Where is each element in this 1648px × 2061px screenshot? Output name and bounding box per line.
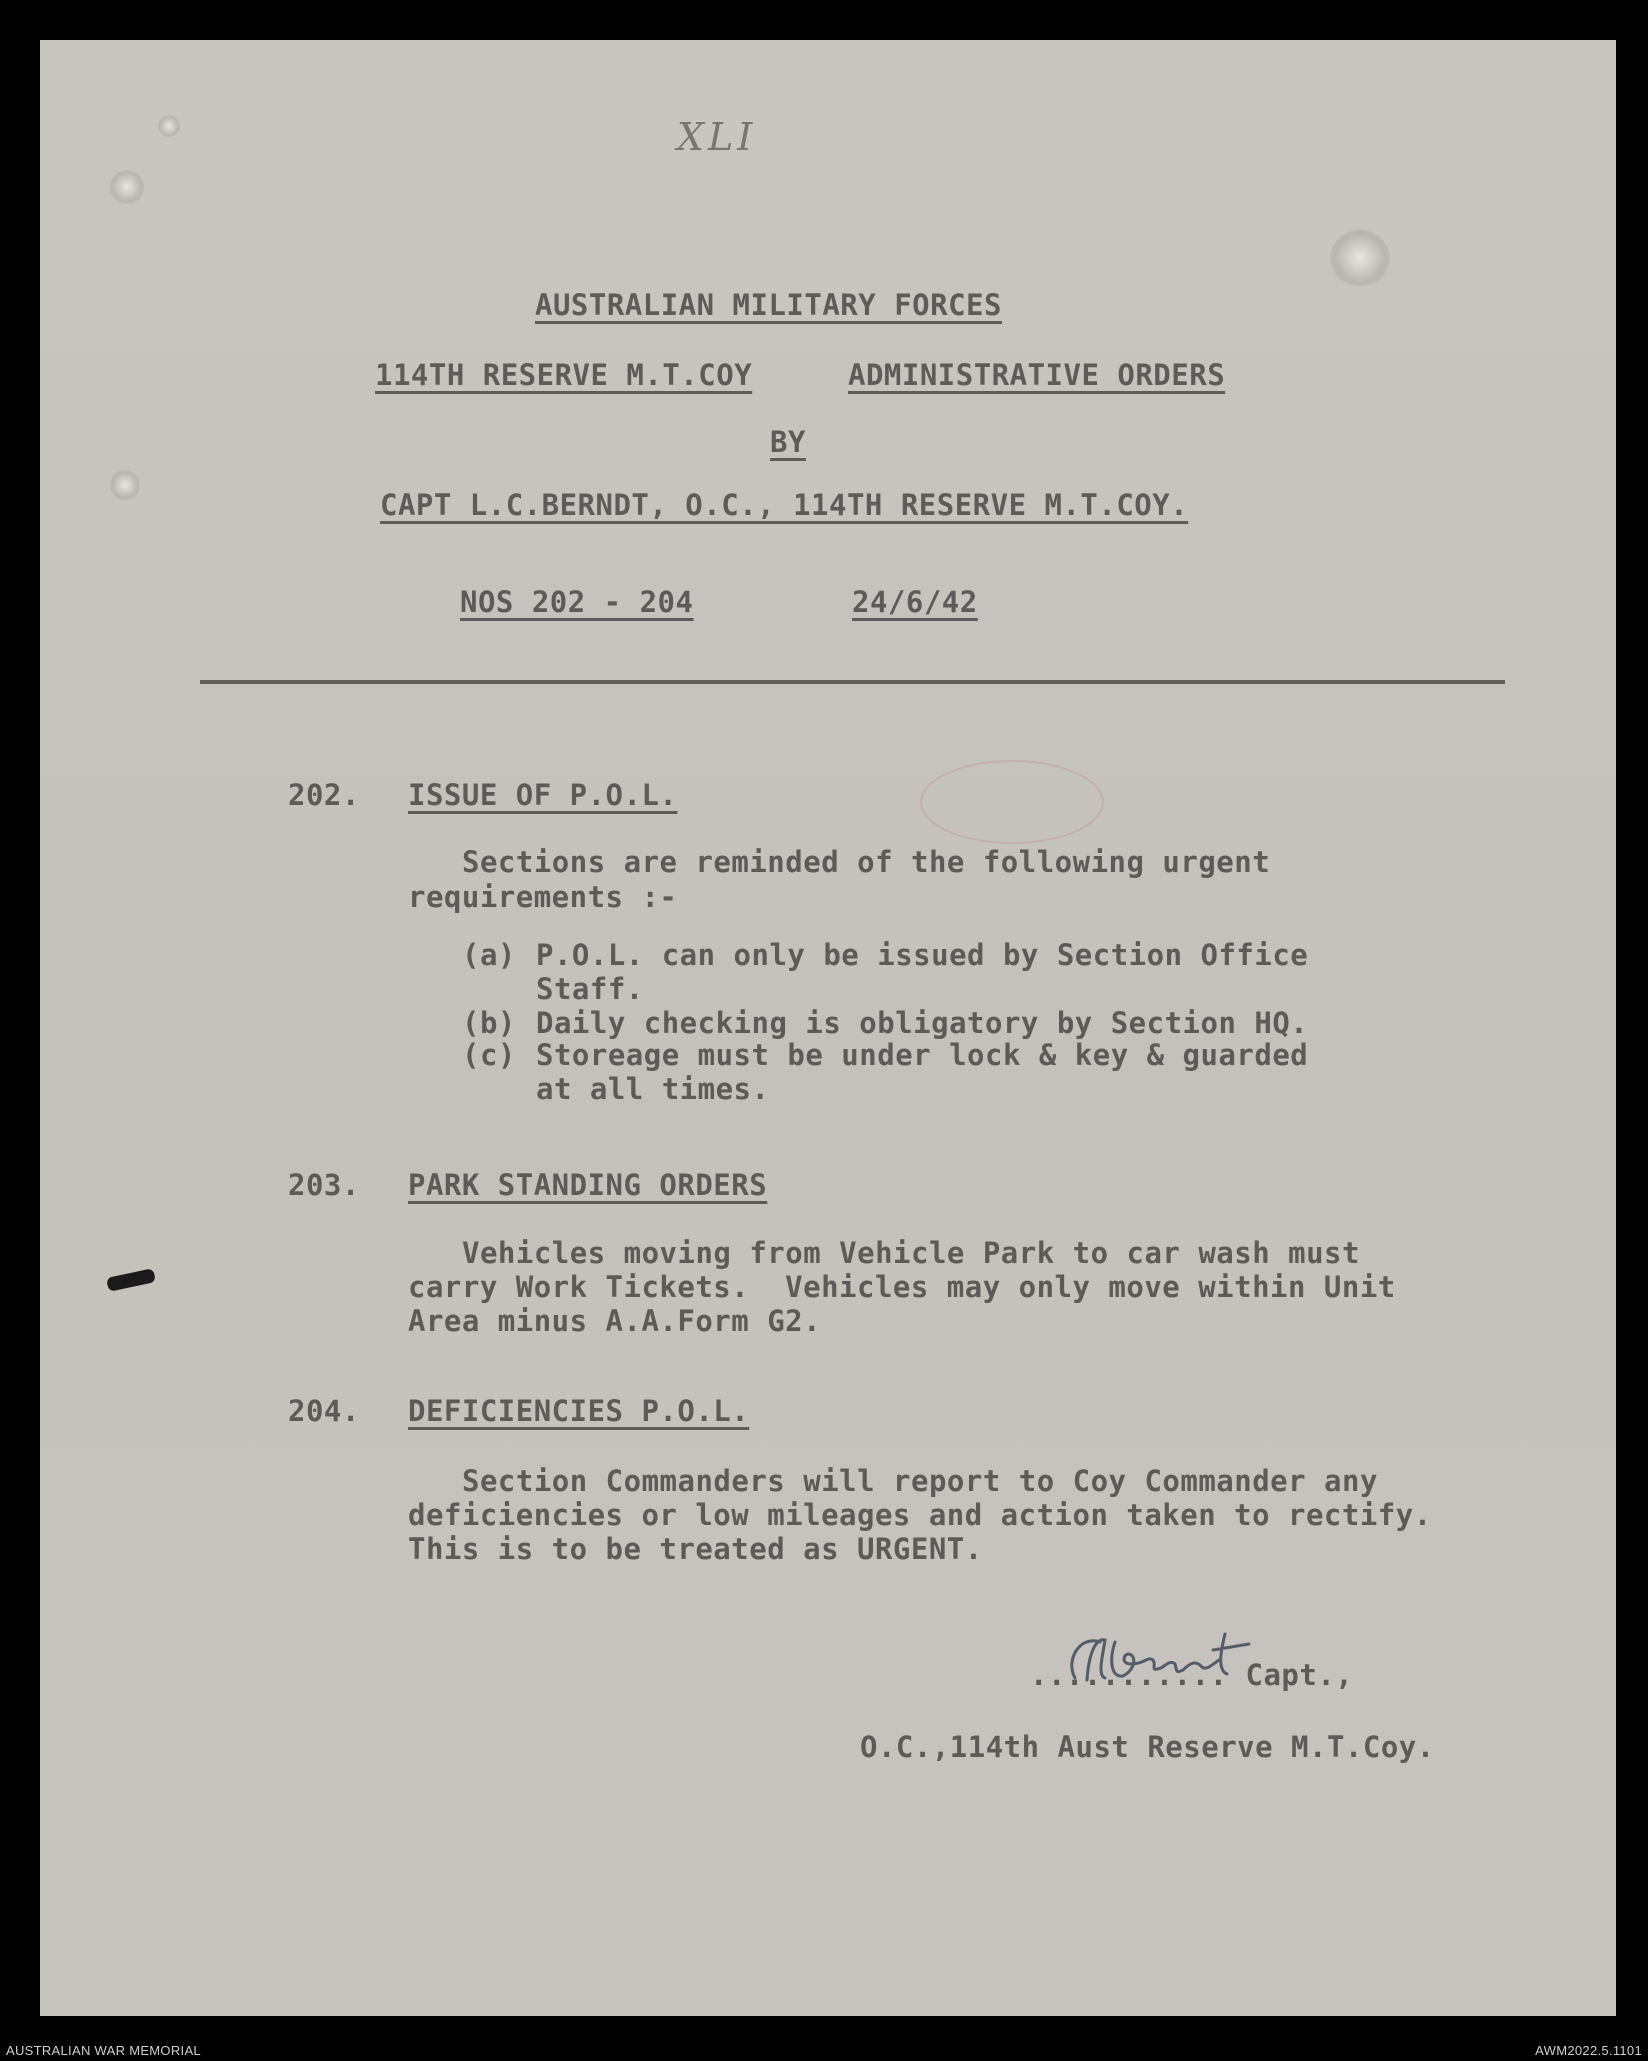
order-204-title: DEFICIENCIES P.O.L. <box>408 1394 750 1428</box>
order-202-intro-line1: Sections are reminded of the following urgent <box>462 845 1271 879</box>
order-202-number: 202. <box>288 778 360 812</box>
order-202-item-a-line1: P.O.L. can only be issued by Section Office <box>536 938 1309 972</box>
header-order-numbers: NOS 202 - 204 <box>460 585 694 619</box>
header-unit: 114TH RESERVE M.T.COY <box>375 358 753 392</box>
order-202-item-a-label: (a) <box>462 938 516 972</box>
order-202-intro-line2: requirements :- <box>408 880 678 914</box>
header-date: 24/6/42 <box>852 585 978 619</box>
order-202-item-c-line1: Storeage must be under lock & key & guarded <box>536 1038 1309 1072</box>
order-204-body-line1: Section Commanders will report to Coy Commander any <box>462 1464 1378 1498</box>
order-203-body-line3: Area minus A.A.Form G2. <box>408 1304 822 1338</box>
header-divider <box>200 680 1505 684</box>
header-by: BY <box>770 425 806 459</box>
document-page <box>40 40 1616 2016</box>
order-202-item-a-line2: Staff. <box>536 972 644 1006</box>
signature-rank-line: ........... Capt., <box>1030 1658 1354 1692</box>
ink-blot <box>106 1268 156 1292</box>
order-204-number: 204. <box>288 1394 360 1428</box>
header-issuer: CAPT L.C.BERNDT, O.C., 114TH RESERVE M.T.COY. <box>380 488 1189 522</box>
order-204-body-line3: This is to be treated as URGENT. <box>408 1532 983 1566</box>
pin-hole-mark <box>110 470 140 500</box>
order-203-number: 203. <box>288 1168 360 1202</box>
header-line1: AUSTRALIAN MILITARY FORCES <box>535 288 1002 322</box>
pin-hole-mark <box>1330 230 1390 286</box>
order-203-body-line1: Vehicles moving from Vehicle Park to car wash must <box>462 1236 1360 1270</box>
paper-stain <box>920 760 1104 844</box>
handwritten-annotation: XLI <box>677 115 757 159</box>
footer-archive-name: AUSTRALIAN WAR MEMORIAL <box>6 2043 201 2058</box>
pin-hole-mark <box>110 170 144 204</box>
order-202-item-b-label: (b) <box>462 1006 516 1040</box>
order-202-title: ISSUE OF P.O.L. <box>408 778 678 812</box>
footer-accession-number: AWM2022.5.1101 <box>1535 2043 1642 2058</box>
order-204-body-line2: deficiencies or low mileages and action taken to rectify. <box>408 1498 1432 1532</box>
order-203-title: PARK STANDING ORDERS <box>408 1168 768 1202</box>
order-203-body-line2: carry Work Tickets. Vehicles may only move within Unit <box>408 1270 1396 1304</box>
order-202-item-b-line1: Daily checking is obligatory by Section HQ. <box>536 1006 1309 1040</box>
header-orders-title: ADMINISTRATIVE ORDERS <box>848 358 1226 392</box>
order-202-item-c-line2: at all times. <box>536 1072 770 1106</box>
signature-position: O.C.,114th Aust Reserve M.T.Coy. <box>860 1730 1435 1764</box>
order-202-item-c-label: (c) <box>462 1038 516 1072</box>
pin-hole-mark <box>158 115 180 137</box>
